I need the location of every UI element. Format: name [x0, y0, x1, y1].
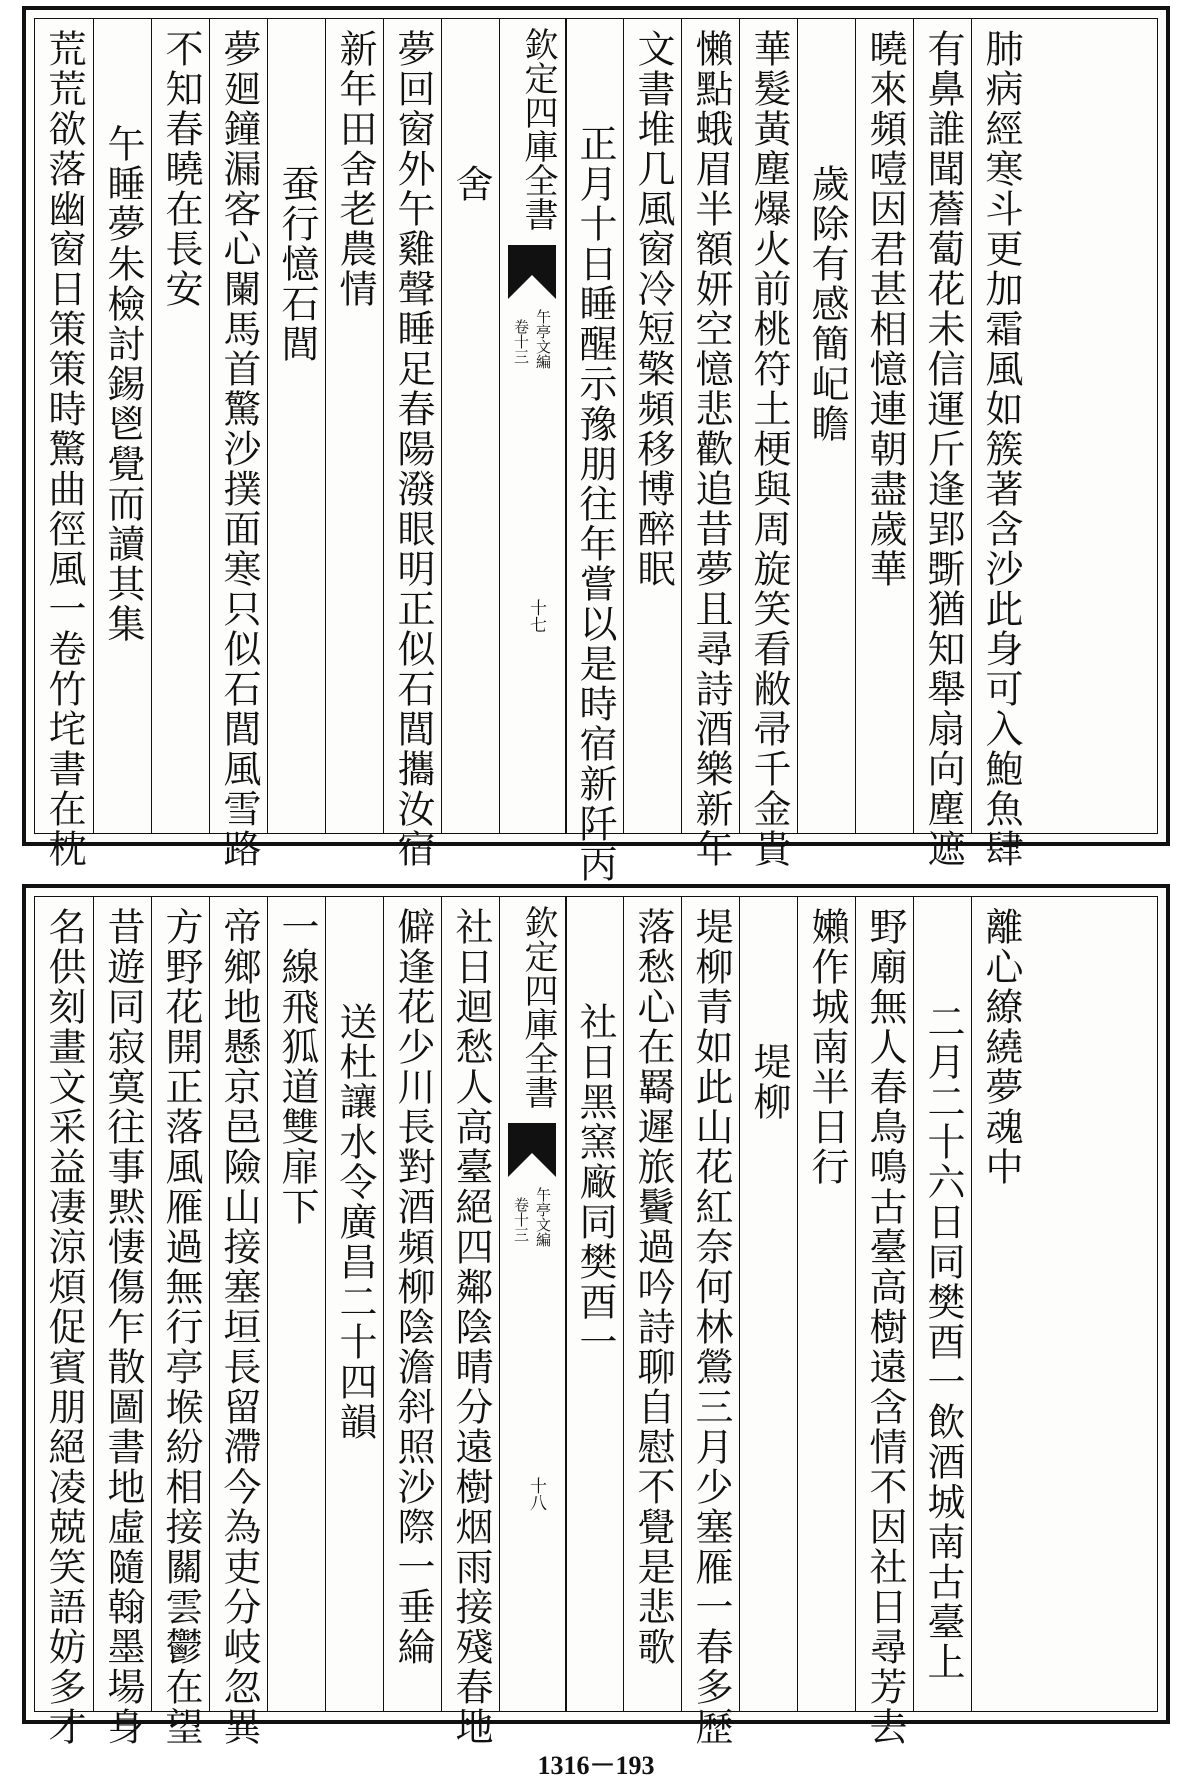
column-text: 社日迴愁人高臺絕四鄰陰晴分遠樹烟雨接殘春地: [449, 907, 493, 1747]
column-text: 帝鄉地懸京邑險山接塞垣長留滯今為吏分岐忽異: [217, 907, 261, 1747]
column-text: 方野花開正落風雁過無行亭堠紛相接關雲鬱在望: [159, 907, 203, 1747]
column-text: 僻逢花少川長對酒頻柳陰澹斜照沙際一垂綸: [391, 907, 435, 1667]
volume-number: 卷十三: [512, 1197, 530, 1242]
bottom-page-frame: [34, 896, 1158, 1747]
column-text: 二月二十六日同樊酉一飲酒城南古臺上: [921, 1002, 965, 1682]
text-column: [383, 19, 442, 869]
text-column: [565, 897, 624, 1711]
text-column: [739, 19, 798, 869]
footer-page-number: 1316－193: [537, 1751, 655, 1780]
column-text: 社日黑窯廠同樊酉一: [573, 1002, 617, 1362]
text-column: [441, 897, 500, 1747]
column-text: 落愁心在羇遲旅鬢過吟詩聊自慰不覺是悲歌: [631, 907, 675, 1667]
text-column: [913, 19, 972, 869]
fish-tail-mark-icon: [508, 1123, 556, 1177]
text-column: [739, 897, 798, 1711]
book-name: 午亭文編: [534, 309, 552, 369]
column-text: 新年田舍老農情: [333, 29, 377, 309]
text-column: [325, 19, 384, 833]
text-column: [623, 19, 682, 833]
column-text: 午睡夢朱檢討錫鬯覺而讀其集: [101, 124, 145, 644]
volume-number: 卷十三: [512, 319, 530, 364]
page-number: 十八: [526, 1477, 546, 1511]
column-text: 荒荒欲落幽窗日策策時驚曲徑風一卷竹垞書在枕: [42, 29, 86, 869]
text-column: [267, 897, 326, 1711]
text-column: [971, 897, 1030, 1711]
column-text: 不知春曉在長安: [159, 29, 203, 309]
text-column: [35, 897, 93, 1747]
column-text: 懶點蛾眉半額妍空憶悲歡追昔夢且尋詩酒樂新年: [689, 29, 733, 869]
bottom-page: [22, 884, 1170, 1747]
text-column: [855, 19, 914, 833]
text-column: [681, 897, 740, 1747]
text-column: [151, 897, 210, 1747]
column-text: 一線飛狐道雙扉下: [275, 907, 319, 1227]
text-column: [325, 897, 384, 1711]
text-column: [93, 19, 152, 833]
center-column: [499, 897, 567, 1711]
column-text: 肺病經寒斗更加霜風如簇著含沙此身可入鮑魚肆: [979, 29, 1023, 869]
column-text: 有鼻誰聞薝蔔花未信運斤逢郢斲猶知舉扇向塵遮: [921, 29, 965, 869]
fish-tail-mark-icon: [508, 245, 556, 299]
column-text: 堤柳青如此山花紅奈何林鶯三月少塞雁一春多歷: [689, 907, 733, 1747]
text-column: [971, 19, 1030, 869]
text-column: [383, 897, 442, 1711]
column-text: 曉來頻噎因君甚相憶連朝盡歲華: [863, 29, 907, 589]
text-column: [209, 19, 268, 869]
column-text: 夢廻鐘漏客心闌馬首驚沙撲面寒只似石閭風雪路: [217, 29, 261, 869]
center-column: [499, 19, 567, 833]
book-name: 午亭文編: [534, 1187, 552, 1247]
column-text: 昔遊同寂寞往事黙悽傷乍散圖書地虛隨翰墨場身: [101, 907, 145, 1747]
column-text: 正月十日睡醒示豫朋往年嘗以是時宿新阡丙: [573, 124, 617, 884]
column-text: 名供刻畫文采益凄涼煩促賓朋絕凌兢笑語妨多才: [42, 907, 86, 1747]
column-text: 華髮黃塵爆火前桃符土梗與周旋笑看敝帚千金貴: [747, 29, 791, 869]
column-text: 蚕行憶石閭: [275, 164, 319, 364]
column-text: 野廟無人春鳥鳴古臺高樹遠含情不因社日尋芳去: [863, 907, 907, 1747]
column-text: 嬾作城南半日行: [805, 907, 849, 1187]
text-column: [797, 897, 856, 1711]
text-column: [565, 19, 624, 884]
text-column: [151, 19, 210, 833]
column-text: 送杜讓水令廣昌二十四韻: [333, 1002, 377, 1442]
top-page-frame: [34, 18, 1158, 884]
text-column: [855, 897, 914, 1747]
column-text: 堤柳: [747, 1042, 791, 1122]
text-column: [797, 19, 856, 833]
collection-title: 欽定四庫全書: [518, 27, 558, 231]
text-column: [93, 897, 152, 1747]
text-column: [267, 19, 326, 833]
page-number: 十七: [526, 599, 546, 633]
text-column: [209, 897, 268, 1747]
top-page: [22, 6, 1170, 884]
text-column: [441, 19, 500, 833]
text-column: [681, 19, 740, 869]
column-text: 舍: [449, 164, 493, 204]
column-text: 夢回窗外午雞聲睡足春陽潑眼明正似石閭攜汝宿: [391, 29, 435, 869]
column-text: 離心繚繞夢魂中: [979, 907, 1023, 1187]
column-text: 文書堆几風窗冷短檠頻移博醉眠: [631, 29, 675, 589]
collection-title: 欽定四庫全書: [518, 905, 558, 1109]
column-text: 歲除有感簡屺瞻: [805, 164, 849, 444]
text-column: [913, 897, 972, 1711]
text-column: [35, 19, 93, 869]
text-column: [623, 897, 682, 1711]
